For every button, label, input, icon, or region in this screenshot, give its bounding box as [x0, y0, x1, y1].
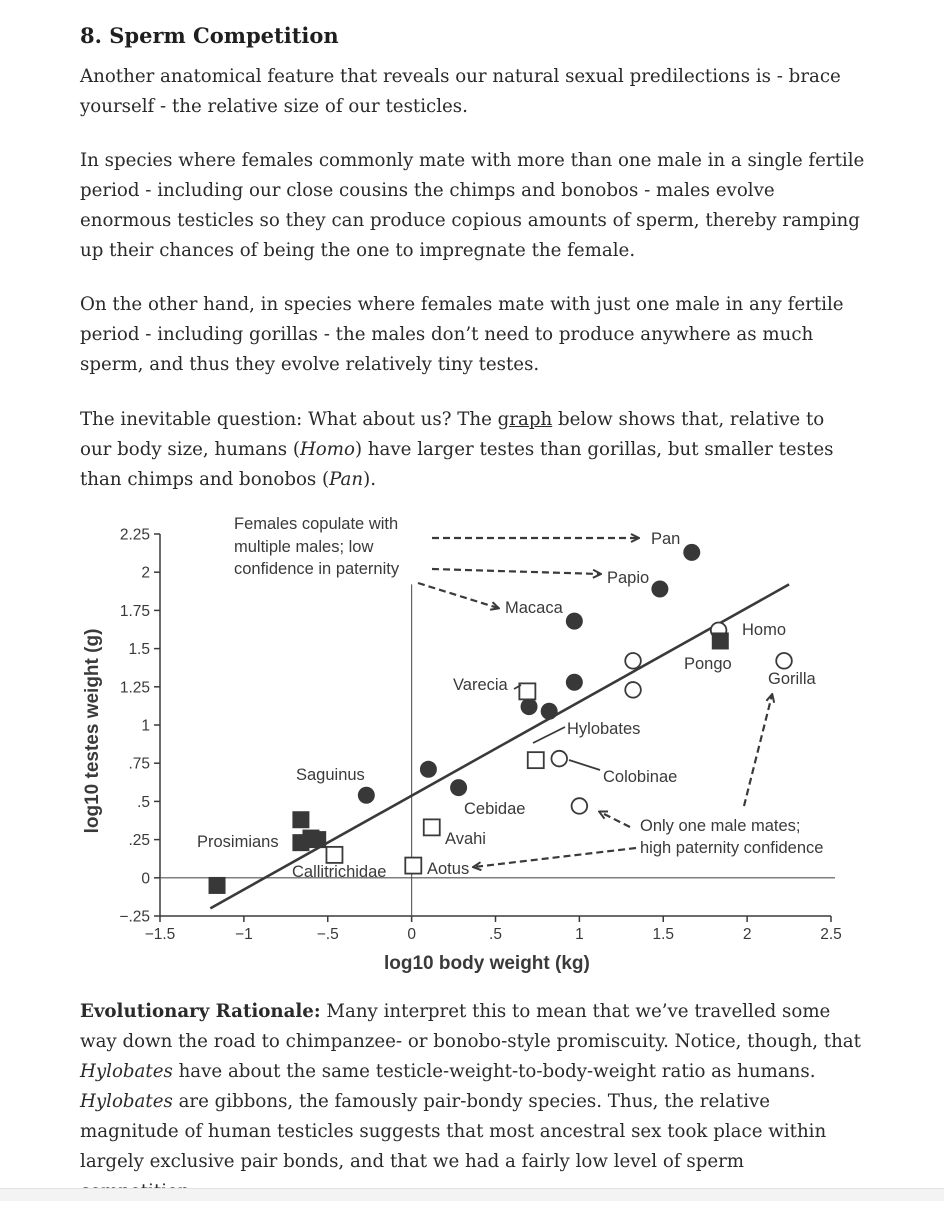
filled-square-point	[292, 811, 309, 828]
open-square-point	[326, 847, 342, 863]
open-square-point	[424, 819, 440, 835]
x-tick-label: −1.5	[144, 926, 176, 943]
label-hylobates: Hylobates	[567, 720, 641, 738]
open-circle-point	[572, 798, 588, 814]
paragraph-single-male: On the other hand, in species where females mate with just one male in any fertile period - including gorillas - the males don’t need to produce anywhere as much sperm, and thus they evolve relatively tiny testes.	[80, 294, 844, 375]
x-tick-label: 1.5	[652, 926, 675, 943]
text-segment: are gibbons, the famously pair-bondy species. Thus, the relative magnitude of human testicles suggests that most ancestral sex took place within largely exclusive pair bonds, and that we had a fairly low level of sperm	[80, 1091, 827, 1172]
y-tick-label: 1.75	[119, 602, 150, 620]
x-tick-label: 0	[407, 926, 416, 943]
bottom-scroll-bar	[0, 1188, 944, 1201]
y-tick-label: 1.25	[119, 679, 150, 697]
filled-circle-point	[566, 613, 583, 630]
open-circle-point	[551, 751, 567, 767]
annotation-line: Females copulate with	[234, 515, 399, 533]
label-saguinus: Saguinus	[296, 766, 365, 784]
filled-circle-point	[450, 779, 467, 796]
x-axis-label: log10 body weight (kg)	[384, 953, 590, 974]
text-segment: below shows that, relative to our body size, humans (	[80, 409, 825, 460]
annotation-line: confidence in paternity	[234, 560, 400, 578]
filled-circle-point	[541, 703, 558, 720]
text-segment: ) have larger testes than gorillas, but smaller testes than chimps and bonobos (	[80, 439, 834, 490]
filled-circle-point	[566, 674, 583, 691]
label-papio: Papio	[607, 569, 650, 587]
y-tick-label: .5	[137, 793, 150, 811]
label-pongo: Pongo	[684, 655, 732, 673]
testes-body-weight-chart	[80, 505, 880, 985]
label-colobinae: Colobinae	[603, 768, 678, 786]
label-avahi: Avahi	[445, 830, 486, 848]
hylobates-italic: Hylobates	[80, 1061, 173, 1082]
paragraph-rationale	[80, 997, 865, 1207]
annotation-one-male	[640, 817, 823, 857]
y-axis-label: log10 testes weight (g)	[82, 628, 103, 834]
arrow-to-gorilla	[744, 695, 772, 806]
label-pan: Pan	[651, 530, 681, 548]
text-segment: The inevitable question: What about us? The	[80, 409, 498, 430]
y-tick-label: 2.25	[119, 526, 150, 544]
filled-square-point	[309, 831, 326, 848]
filled-circle-point	[521, 698, 538, 715]
label-prosimians: Prosimians	[197, 833, 279, 851]
label-callitrichidae: Callitrichidae	[292, 863, 387, 881]
open-circle-point	[625, 653, 641, 669]
open-circle-point	[776, 653, 792, 669]
arrow-to-macaca	[418, 583, 498, 608]
label-macaca: Macaca	[505, 599, 563, 617]
arrow-to-aotus	[474, 848, 636, 867]
filled-square-point	[712, 632, 729, 649]
filled-circle-point	[651, 581, 668, 598]
y-tick-label: .25	[128, 832, 150, 850]
open-square-point	[528, 752, 544, 768]
paragraph-question	[80, 405, 860, 495]
text-segment: have about the same testicle-weight-to-body-weight ratio as humans.	[172, 1061, 816, 1082]
x-tick-label: 2	[742, 926, 752, 943]
section-heading: 8. Sperm Competition	[80, 23, 339, 48]
y-tick-label: 0	[141, 870, 150, 888]
regression-line-path	[210, 584, 789, 908]
x-tick-label: 1	[575, 926, 584, 943]
y-tick-label: .75	[128, 755, 150, 773]
x-tick-label: −.5	[316, 926, 339, 943]
label-aotus: Aotus	[427, 860, 470, 878]
paragraph-intro: Another anatomical feature that reveals our natural sexual predilections is - brace yourself - the relative size of our testicles.	[80, 66, 841, 117]
text-segment: Many interpret this to mean that we’ve travelled some way down the road to chimpanzee- or bonobo-style promiscuity. Notice, though, that	[80, 1001, 861, 1052]
label-varecia: Varecia	[453, 676, 508, 694]
text-segment: ).	[363, 469, 376, 490]
open-square-point	[405, 858, 421, 874]
open-square-point	[519, 683, 535, 699]
callout-colobinae	[569, 760, 600, 770]
filled-circle-point	[683, 544, 700, 561]
filled-circle-point	[420, 761, 437, 778]
label-cebidae: Cebidae	[464, 800, 526, 818]
graph-link[interactable]: graph	[497, 409, 553, 430]
chart-guides	[160, 584, 835, 916]
annotation-line: high paternity confidence	[640, 839, 824, 857]
x-tick-label: 2.5	[820, 926, 842, 943]
filled-circle-point	[358, 787, 375, 804]
y-tick-label: 1.5	[128, 641, 150, 659]
regression-line	[210, 584, 789, 908]
rationale-label: Evolutionary Rationale:	[80, 1001, 321, 1022]
y-tick-label: 2	[141, 564, 150, 582]
open-circle-point	[625, 682, 641, 698]
annotation-line: multiple males; low	[234, 538, 374, 556]
label-homo: Homo	[742, 621, 787, 639]
x-tick-label: .5	[489, 926, 502, 943]
homo-italic: Homo	[299, 439, 355, 460]
chart-axes	[119, 527, 841, 944]
x-tick-label: −1	[235, 926, 253, 943]
hylobates-italic: Hylobates	[80, 1091, 173, 1112]
label-gorilla: Gorilla	[768, 670, 816, 688]
arrow-to-colobinae	[600, 812, 630, 827]
y-tick-label: 1	[141, 717, 150, 735]
callout-hylobates	[533, 727, 565, 743]
annotation-line: Only one male mates;	[640, 817, 801, 835]
pan-italic: Pan	[329, 469, 364, 490]
paragraph-multi-male: In species where females commonly mate with more than one male in a single fertile period - including our close cousins the chimps and bonobos - males evolve enormous testicles so they can produce copious amounts of sperm, thereby ramping up their chances of being the one to impregnate the female.	[80, 150, 865, 261]
filled-square-point	[209, 877, 226, 894]
arrow-to-papio	[432, 569, 600, 574]
y-tick-label: −.25	[119, 908, 150, 926]
annotation-multi-male	[234, 515, 400, 578]
